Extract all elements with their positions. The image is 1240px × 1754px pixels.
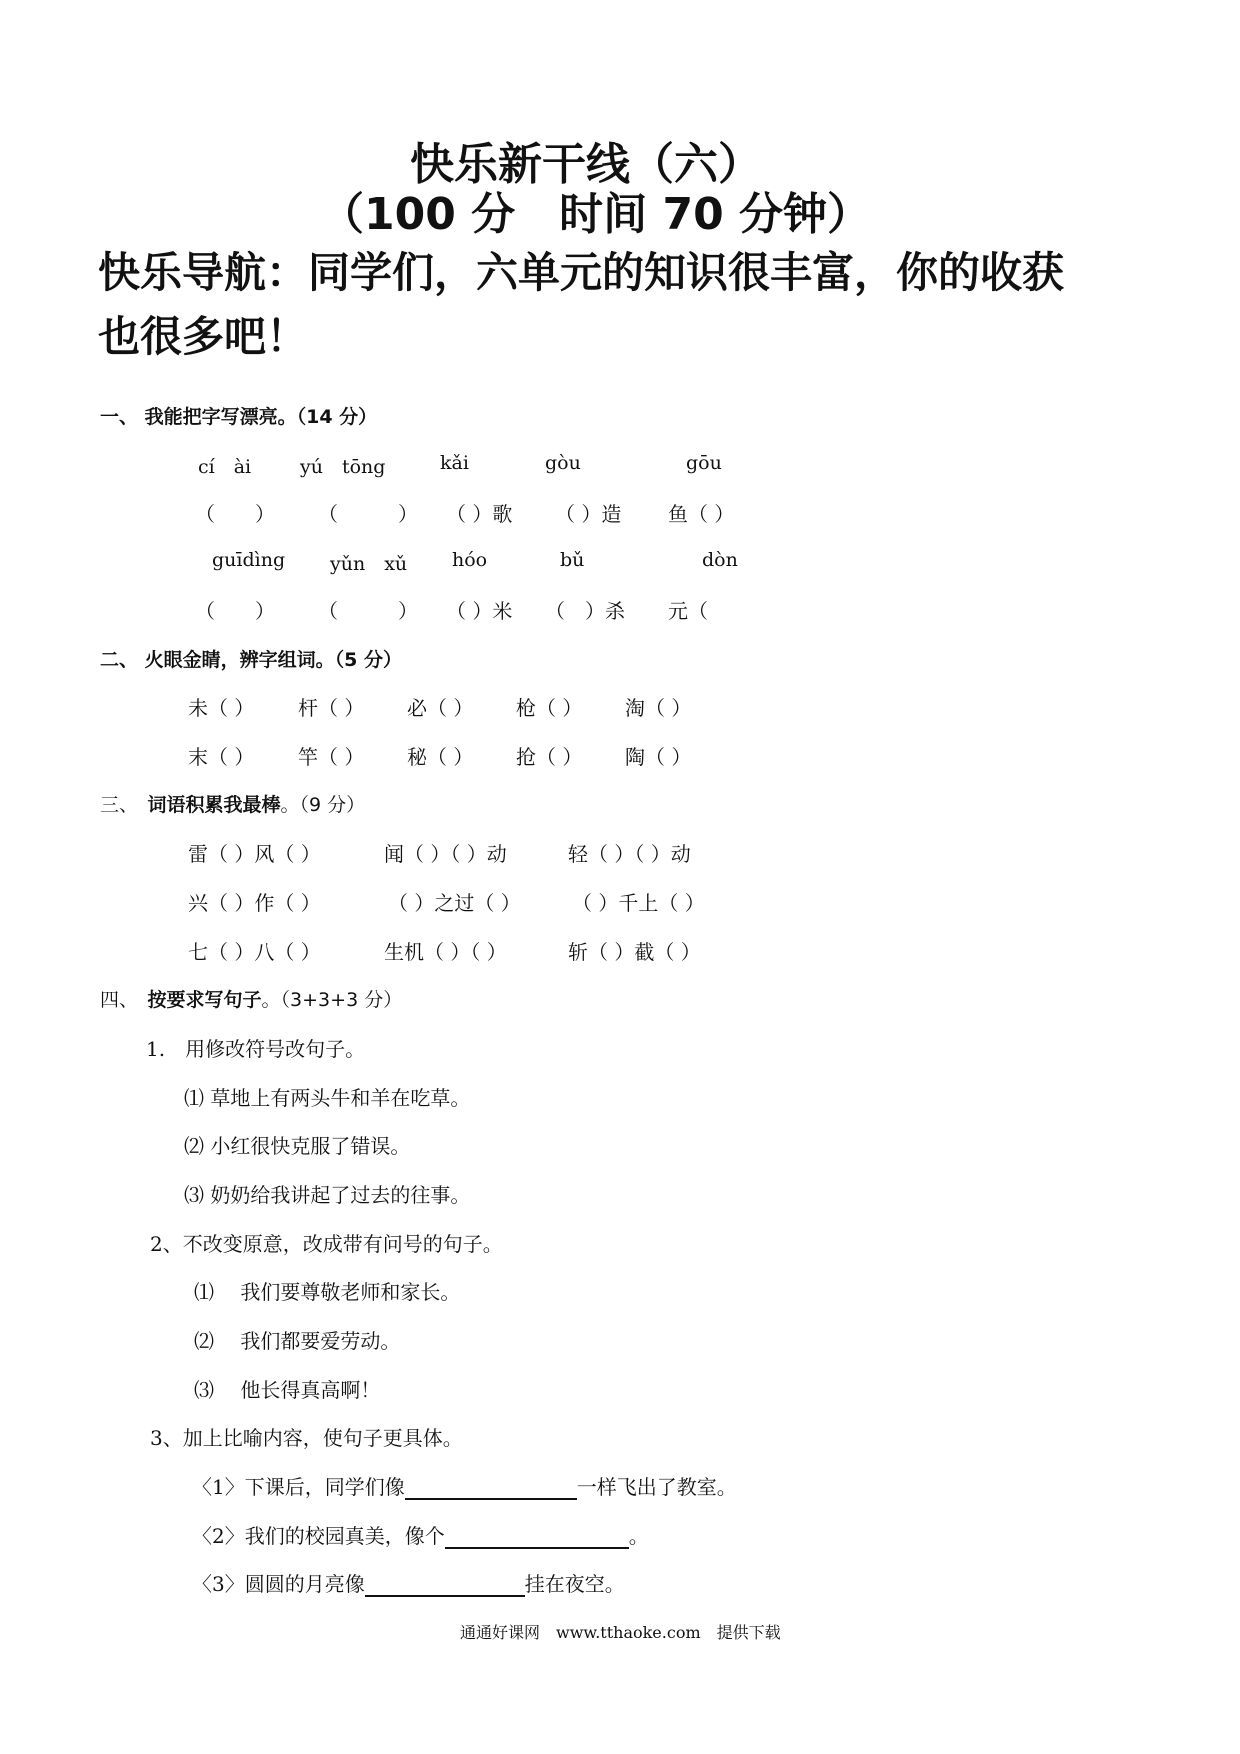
section-4-score: 。（3+3+3 分） [261,989,403,1011]
pinyin: guīdìng [212,549,286,571]
answer-blank: （ ） [318,599,418,623]
answer-blank: 元（ [668,599,708,623]
section-4-heading [100,985,402,1012]
item-text: 。 [628,1524,649,1548]
word-item: 枪（ ） [516,696,583,720]
section-1-heading: 一、 我能把字写漂亮。（14 分） [100,406,378,428]
pinyin: cí ài [198,456,252,478]
item-text: 〈2〉我们的校园真美，像个 [192,1524,445,1548]
section-4-title: 按要求写句子 [147,989,262,1011]
word-item: 抢（ ） [516,745,583,769]
answer-blank: （ ）杀 [545,599,625,623]
item-text: 一样飞出了教室。 [576,1475,737,1499]
word-item: 秘（ ） [407,745,474,769]
answer-blank: （ ）歌 [446,502,513,526]
idiom-item: 闻（ ）（ ）动 [384,842,507,866]
word-item: 必（ ） [407,696,474,720]
question-2-title: 2、不改变原意，改成带有问号的句子。 [150,1232,503,1256]
pinyin: hóo [452,549,488,571]
word-item: 竿（ ） [298,745,365,769]
question-3-item-3 [192,1568,625,1597]
answer-blank: （ ） [195,599,275,623]
pinyin: kǎi [440,452,469,474]
answer-blank: 鱼（ ） [668,502,735,526]
pinyin: dòn [702,549,738,571]
pinyin: gōu [686,452,722,474]
idiom-item: 七（ ）八（ ） [188,940,321,964]
section-3-title: 词语积累我最棒 [147,794,281,816]
word-item: 陶（ ） [625,745,692,769]
page-subtitle: （100 分 时间 70 分钟） [320,189,872,240]
word-item: 杆（ ） [298,696,365,720]
answer-blank: （ ） [318,502,418,526]
word-item: 末（ ） [188,745,255,769]
idiom-item: 兴（ ）作（ ） [188,891,321,915]
question-1-item: ⑵ 小红很快克服了错误。 [184,1134,411,1158]
section-4-number: 四、 [100,989,129,1011]
pinyin: yǔn xǔ [330,553,408,575]
answer-blank: （ ）米 [446,599,513,623]
item-text: 〈1〉下课后，同学们像 [192,1475,405,1499]
page-title: 快乐新干线（六） [410,139,762,190]
idiom-item: （ ）千上（ ） [572,891,705,915]
question-1-item: ⑴ 草地上有两头牛和羊在吃草。 [184,1086,471,1110]
fill-in-blank[interactable] [405,1478,577,1500]
word-item: 未（ ） [188,696,255,720]
question-3-item-1 [192,1471,737,1500]
idiom-item: 轻（ ）（ ）动 [568,842,691,866]
section-3-number: 三、 [100,794,129,816]
question-3-item-2 [192,1520,649,1549]
question-1-title: 1. 用修改符号改句子。 [146,1037,366,1061]
item-text: 〈3〉圆圆的月亮像 [192,1572,365,1596]
question-3-title: 3、加上比喻内容，使句子更具体。 [150,1426,463,1450]
guide-line-1: 快乐导航：同学们，六单元的知识很丰富，你的收获 [98,248,1065,297]
section-3-heading [100,790,365,817]
answer-blank: （ ）造 [555,502,622,526]
idiom-item: 雷（ ）风（ ） [188,842,321,866]
pinyin: gòu [545,452,581,474]
question-1-item: ⑶ 奶奶给我讲起了过去的往事。 [184,1183,471,1207]
answer-blank: （ ） [195,502,275,526]
word-item: 淘（ ） [625,696,692,720]
idiom-item: （ ）之过（ ） [388,891,521,915]
section-3-score: 。（9 分） [280,794,366,816]
pinyin: yú tōng [300,456,386,478]
idiom-item: 生机（ ）（ ） [384,940,507,964]
idiom-item: 斩（ ）截（ ） [568,940,701,964]
question-2-item: ⑵ 我们都要爱劳动。 [194,1329,401,1353]
fill-in-blank[interactable] [445,1527,629,1549]
item-text: 挂在夜空。 [524,1572,625,1596]
pinyin: bǔ [560,549,585,571]
fill-in-blank[interactable] [365,1575,525,1597]
question-2-item: ⑴ 我们要尊敬老师和家长。 [194,1280,461,1304]
guide-line-2: 也很多吧！ [98,312,309,361]
question-2-item: ⑶ 他长得真高啊！ [194,1378,381,1402]
footer-credit: 通通好课网 www.tthaoke.com 提供下载 [460,1623,781,1642]
section-2-heading: 二、 火眼金睛，辨字组词。（5 分） [100,649,402,671]
